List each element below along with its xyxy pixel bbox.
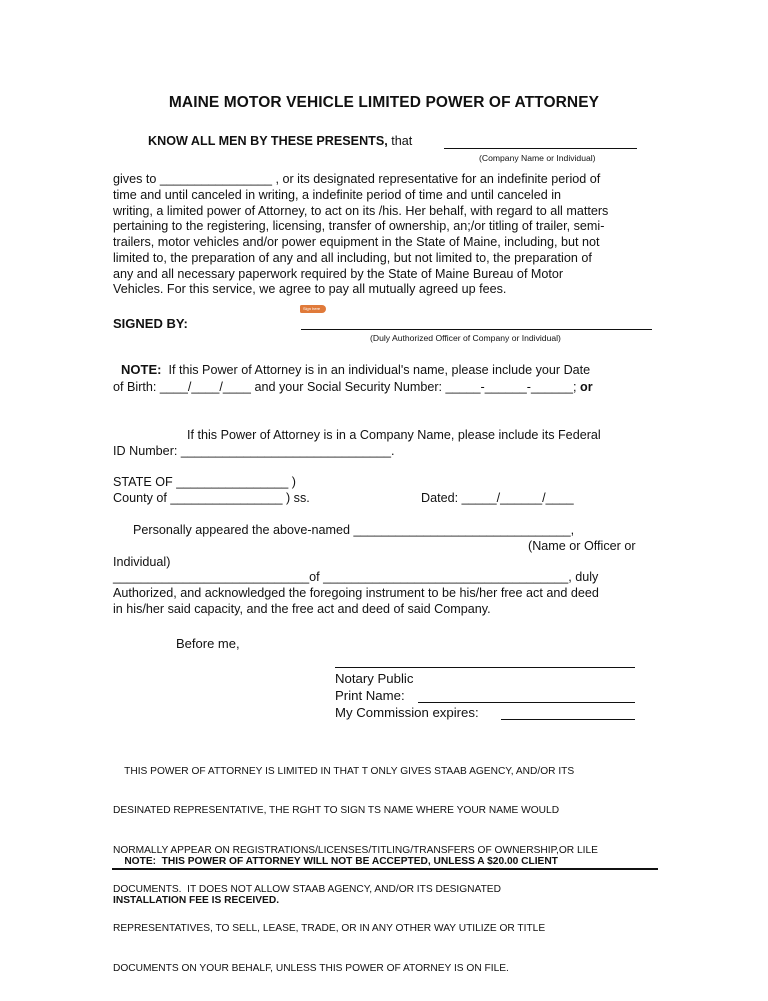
print-name-field[interactable] [418, 702, 635, 703]
print-name-label: Print Name: [335, 688, 405, 703]
signature-caption: (Duly Authorized Officer of Company or Individual) [370, 333, 561, 343]
fee-note-line-2: INSTALLATION FEE IS RECEIVED. [113, 895, 280, 906]
disclaimer-line: DESINATED REPRESENTATIVE, THE RGHT TO SIGN TS NAME WHERE YOUR NAME WOULD [113, 805, 560, 817]
grant-line-1: time and until canceled in writing, a indefinite period of time and until canceled in [113, 188, 562, 202]
gives-to-line: gives to ________________ , or its designated representative for an indefinite period of [113, 172, 601, 186]
grant-line-6: any and all necessary paperwork required by the State of Maine Bureau of Motor [113, 266, 564, 281]
disclaimer-line: REPRESENTATIVES, TO SELL, LEASE, TRADE, OR IN ANY OTHER WAY UTILIZE OR TITLE [113, 923, 546, 935]
ack-line-1: Authorized, and acknowledged the foregoing instrument to be his/her free act and deed [113, 586, 599, 600]
note-company-line2: ID Number: ______________________________. [113, 444, 395, 458]
document-title: MAINE MOTOR VEHICLE LIMITED POWER OF ATTORNEY [168, 94, 600, 111]
dated-line: Dated: _____/______/____ [421, 491, 574, 505]
note-individual-line2 [113, 380, 593, 396]
before-me: Before me, [176, 636, 240, 651]
grant-line-7: Vehicles. For this service, we agree to pay all mutually agreed up fees. [113, 282, 507, 296]
fee-note [113, 829, 558, 933]
grant-line-3: pertaining to the registering, licensing, transfer of ownership, an;/or titling of trailer, semi- [113, 219, 605, 233]
county-of-line: County of ________________ ) ss. [113, 491, 310, 505]
appeared-line: Personally appeared the above-named _______________________________, [133, 523, 575, 537]
sign-here-tag-text: Sign here [303, 306, 321, 311]
disclaimer-line: NORMALLY APPEAR ON REGISTRATIONS/LICENSES/TITLING/TRANSFERS OF OWNERSHIP,OR LILE [113, 844, 598, 856]
note-individual-line1 [121, 362, 590, 379]
intro-that: that [391, 134, 413, 148]
grant-line-5: limited to, the preparation of any and all including, but not limited to, the preparation of [113, 251, 592, 265]
name-caption: (Name or Officer or [528, 539, 636, 553]
grant-line-2: writing, a limited power of Attorney, to act on its /his. Her behalf, with regard to all matters [113, 203, 609, 218]
note-company-line1: If this Power of Attorney is in a Company Name, please include its Federal [187, 428, 601, 442]
sign-here-tag[interactable] [300, 305, 326, 313]
company-name-caption: (Company Name or Individual) [479, 153, 596, 163]
intro-line [148, 134, 412, 150]
disclaimer-line: DOCUMENTS ON YOUR BEHALF, UNLESS THIS POWER OF ATORNEY IS ON FILE. [113, 962, 509, 974]
note-or: or [580, 380, 593, 394]
notary-public-label: Notary Public [335, 671, 414, 686]
note-label: NOTE: [121, 362, 162, 377]
ack-line-2: in his/her said capacity, and the free act and deed of said Company. [113, 602, 491, 616]
bottom-divider [112, 868, 658, 870]
signature-field[interactable] [301, 329, 652, 330]
individual-caption: Individual) [113, 555, 171, 569]
state-of-line: STATE OF ________________ ) [113, 475, 296, 489]
grant-line-4: trailers, motor vehicles and/or power equipment in the State of Maine, including, but not [113, 235, 600, 249]
dob-ssn-text: of Birth: ____/____/____ and your Social Security Number: _____-______-______; [113, 380, 577, 394]
commission-field[interactable] [501, 719, 635, 720]
signed-by-label: SIGNED BY: [113, 316, 188, 331]
commission-label: My Commission expires: [335, 705, 479, 720]
of-line: ____________________________of ___________________________________, duly [113, 570, 599, 584]
company-name-field[interactable] [444, 148, 637, 149]
disclaimer-line: DOCUMENTS. IT DOES NOT ALLOW STAAB AGENCY, AND/OR ITS DESIGNATED [113, 884, 501, 896]
note-individual-text: If this Power of Attorney is in an individual's name, please include your Date [168, 363, 591, 377]
notary-signature-field[interactable] [335, 667, 635, 668]
know-all-men: KNOW ALL MEN BY THESE PRESENTS, [148, 134, 388, 148]
disclaimer-line: THIS POWER OF ATTORNEY IS LIMITED IN THAT T ONLY GIVES STAAB AGENCY, AND/OR ITS [113, 766, 575, 778]
fee-note-line-1: NOTE: THIS POWER OF ATTORNEY WILL NOT BE ACCEPTED, UNLESS A $20.00 CLIENT [113, 856, 558, 867]
